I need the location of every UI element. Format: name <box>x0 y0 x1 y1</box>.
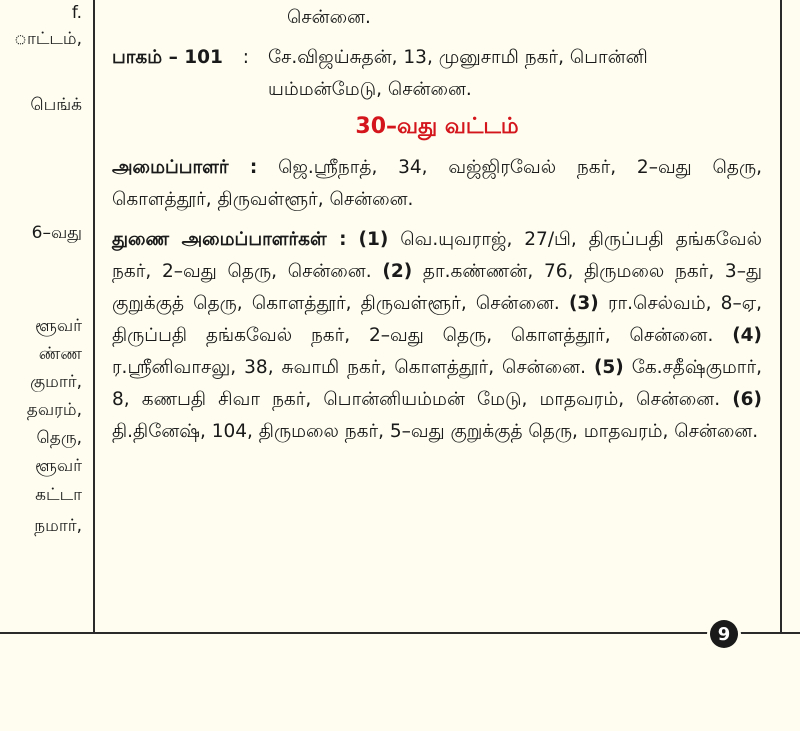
bottom-rule <box>0 632 800 634</box>
deputy-entry-number: (6) <box>732 389 762 410</box>
bagam-row <box>112 42 762 106</box>
left-fragment-line: தவரம், <box>26 400 82 420</box>
deputy-entry-number: (1) <box>358 229 389 250</box>
ward-heading: 30–வது வட்டம் <box>355 114 519 139</box>
deputy-entry-text: கே.சதீஷ்குமார், 8, கணபதி சிவா நகர், பொன்னியம்மன் மேடு, மாதவரம், சென்னை. <box>112 357 762 410</box>
bagam-line-2: யம்மன்மேடு, சென்னை. <box>268 79 472 100</box>
column-divider-right <box>780 0 782 634</box>
bagam-value <box>268 42 762 106</box>
deputy-entry-number: (5) <box>593 357 624 378</box>
deputy-entry-text: ர.ஸ்ரீனிவாசலு, 38, சுவாமி நகர், கொளத்தூர், சென்னை. <box>112 357 586 378</box>
left-fragment-line: நமார், <box>34 516 82 536</box>
deputy-paragraph <box>112 224 762 448</box>
page-number: 9 <box>710 620 738 648</box>
column-divider-left <box>93 0 95 634</box>
left-fragment-line: ாட்டம், <box>14 29 82 49</box>
deputy-entry-text: வெ.யுவராஜ், 27/பி, திருப்பதி தங்கவேல் நகர், 2–வது தெரு, சென்னை. <box>112 229 762 282</box>
left-fragment-line: தெரு, <box>36 428 82 448</box>
deputy-label: துணை அமைப்பாளர்கள் : <box>112 229 347 250</box>
organizer-text: ஜெ.ஸ்ரீநாத், 34, வஜ்ஜிரவேல் நகர், 2–வது தெரு, கொளத்தூர், திருவள்ளூர், சென்னை. <box>112 157 762 210</box>
deputy-entry-number: (4) <box>732 325 762 346</box>
left-fragment-line: குமார், <box>30 372 82 392</box>
left-fragment-line: ளூவர் <box>34 316 82 336</box>
organizer-label: அமைப்பாளர் : <box>112 157 258 178</box>
deputy-entry-text: ரா.செல்வம், 8–ஏ, திருப்பதி தங்கவேல் நகர், 2–வது தெரு, கொளத்தூர், சென்னை. <box>112 293 762 346</box>
left-fragment-line: f. <box>71 3 82 23</box>
left-fragment-line: பெங்க் <box>30 95 82 115</box>
bagam-colon: : <box>242 47 250 68</box>
deputy-entry-text: தா.கண்ணன், 76, திருமலை நகர், 3–து குறுக்குத் தெரு, கொளத்தூர், திருவள்ளூர், சென்னை. <box>112 261 762 314</box>
bagam-number: பாகம் – 101 <box>112 47 223 68</box>
left-fragment-line: ண்ண <box>38 344 82 364</box>
bagam-line-1: சே.விஜய்சுதன், 13, முனுசாமி நகர், பொன்னி <box>268 47 648 68</box>
left-fragment-line: கட்டா <box>35 485 82 505</box>
main-column <box>112 0 762 448</box>
left-fragment-line: ளூவர் <box>34 456 82 476</box>
top-line: சென்னை. <box>287 7 371 28</box>
left-column-fragment <box>0 0 92 631</box>
deputy-entry-number: (3) <box>568 293 599 314</box>
deputy-entry-text: தி.தினேஷ், 104, திருமலை நகர், 5–வது குறுக்குத் தெரு, மாதவரம், சென்னை. <box>112 421 759 442</box>
left-fragment-line: 6–வது <box>31 223 82 243</box>
organizer-paragraph <box>112 152 762 216</box>
bagam-label <box>112 42 268 106</box>
deputy-entry-number: (2) <box>382 261 413 282</box>
